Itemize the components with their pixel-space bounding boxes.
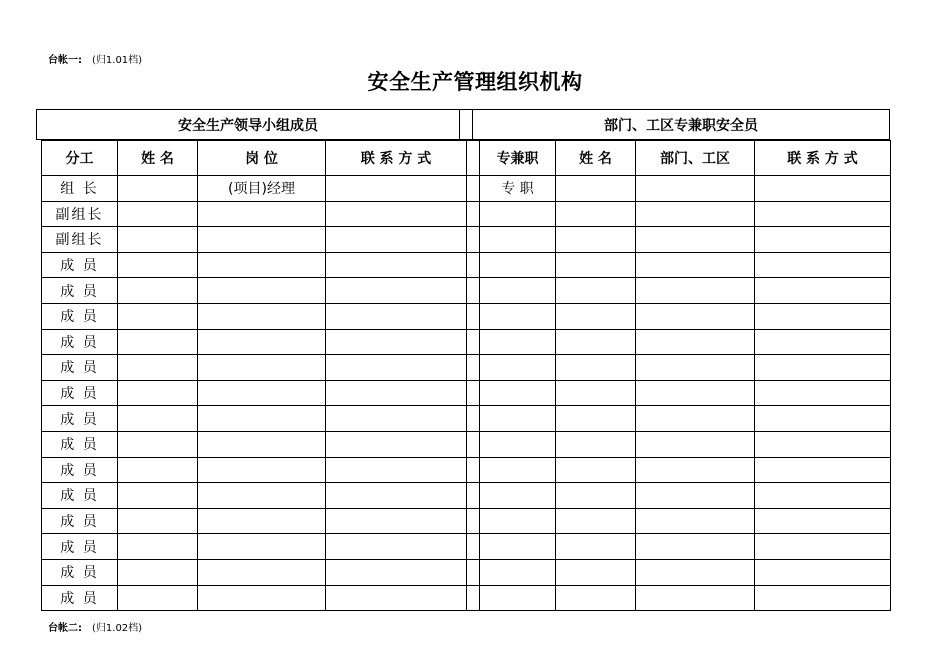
- cell-department: [636, 176, 755, 202]
- cell-gap: [467, 227, 480, 253]
- cell-division: 成 员: [42, 508, 118, 534]
- cell-contact: [326, 329, 467, 355]
- cell-officer-name: [556, 329, 636, 355]
- cell-department: [636, 278, 755, 304]
- cell-name: [118, 534, 198, 560]
- cell-officer-name: [556, 201, 636, 227]
- table-row: [42, 585, 891, 611]
- cell-post: [198, 457, 326, 483]
- cell-officer-name: [556, 303, 636, 329]
- col-header-contact: 联 系 方 式: [326, 141, 467, 176]
- cell-fulltime-parttime: [480, 559, 556, 585]
- cell-gap: [467, 585, 480, 611]
- cell-post: [198, 559, 326, 585]
- cell-contact: [326, 483, 467, 509]
- cell-name: [118, 380, 198, 406]
- cell-fulltime-parttime: [480, 406, 556, 432]
- cell-gap: [467, 303, 480, 329]
- cell-gap: [467, 559, 480, 585]
- cell-officer-name: [556, 380, 636, 406]
- cell-officer-contact: [755, 406, 891, 432]
- cell-department: [636, 252, 755, 278]
- cell-department: [636, 534, 755, 560]
- table-row: [42, 559, 891, 585]
- cell-officer-contact: [755, 329, 891, 355]
- col-header-division: 分工: [42, 141, 118, 176]
- cell-contact: [326, 559, 467, 585]
- cell-contact: [326, 303, 467, 329]
- cell-department: [636, 585, 755, 611]
- cell-contact: [326, 355, 467, 381]
- cell-officer-contact: [755, 380, 891, 406]
- cell-department: [636, 329, 755, 355]
- cell-gap: [467, 201, 480, 227]
- cell-fulltime-parttime: [480, 431, 556, 457]
- cell-name: [118, 559, 198, 585]
- table-header-row: [42, 141, 891, 176]
- cell-post: [198, 585, 326, 611]
- cell-gap: [467, 457, 480, 483]
- cell-fulltime-parttime: 专 职: [480, 176, 556, 202]
- col-header-name: 姓 名: [118, 141, 198, 176]
- ledger-archive-note: (归1.02档): [92, 623, 143, 634]
- cell-division: 成 员: [42, 406, 118, 432]
- cell-contact: [326, 406, 467, 432]
- cell-division: 成 员: [42, 431, 118, 457]
- cell-officer-name: [556, 278, 636, 304]
- cell-post: [198, 355, 326, 381]
- cell-department: [636, 303, 755, 329]
- page-title: 安全生产管理组织机构: [367, 70, 583, 94]
- cell-contact: [326, 278, 467, 304]
- col-header-fulltime-parttime: 专兼职: [480, 141, 556, 176]
- table-row: [42, 201, 891, 227]
- cell-department: [636, 380, 755, 406]
- cell-officer-name: [556, 227, 636, 253]
- cell-division: 成 员: [42, 303, 118, 329]
- cell-division: 成 员: [42, 534, 118, 560]
- cell-post: [198, 252, 326, 278]
- cell-fulltime-parttime: [480, 227, 556, 253]
- cell-division: 成 员: [42, 483, 118, 509]
- cell-name: [118, 508, 198, 534]
- cell-fulltime-parttime: [480, 303, 556, 329]
- cell-officer-contact: [755, 585, 891, 611]
- cell-name: [118, 227, 198, 253]
- cell-contact: [326, 585, 467, 611]
- cell-name: [118, 176, 198, 202]
- cell-division: 副组长: [42, 201, 118, 227]
- cell-division: 成 员: [42, 380, 118, 406]
- cell-name: [118, 355, 198, 381]
- cell-officer-contact: [755, 201, 891, 227]
- table-row: [42, 176, 891, 202]
- cell-name: [118, 278, 198, 304]
- cell-gap: [467, 329, 480, 355]
- col-header-department: 部门、工区: [636, 141, 755, 176]
- ledger-label: 台帐一:: [48, 55, 82, 66]
- header-divider: [459, 109, 473, 140]
- cell-name: [118, 431, 198, 457]
- cell-contact: [326, 227, 467, 253]
- cell-officer-name: [556, 406, 636, 432]
- ledger-header-bottom: [48, 619, 142, 634]
- cell-officer-name: [556, 252, 636, 278]
- cell-post: [198, 483, 326, 509]
- cell-officer-contact: [755, 559, 891, 585]
- cell-department: [636, 559, 755, 585]
- table-row: [42, 278, 891, 304]
- cell-gap: [467, 431, 480, 457]
- cell-contact: [326, 201, 467, 227]
- cell-division: 成 员: [42, 329, 118, 355]
- cell-name: [118, 406, 198, 432]
- cell-division: 成 员: [42, 355, 118, 381]
- cell-gap: [467, 508, 480, 534]
- table-row: [42, 406, 891, 432]
- table-row: [42, 380, 891, 406]
- col-header-officer-contact: 联 系 方 式: [755, 141, 891, 176]
- cell-division: 副组长: [42, 227, 118, 253]
- cell-fulltime-parttime: [480, 278, 556, 304]
- cell-name: [118, 252, 198, 278]
- cell-gap: [467, 252, 480, 278]
- cell-officer-contact: [755, 176, 891, 202]
- cell-post: [198, 201, 326, 227]
- cell-name: [118, 585, 198, 611]
- cell-department: [636, 201, 755, 227]
- cell-post: [198, 329, 326, 355]
- cell-officer-name: [556, 585, 636, 611]
- cell-officer-contact: [755, 534, 891, 560]
- cell-officer-name: [556, 559, 636, 585]
- cell-name: [118, 201, 198, 227]
- cell-post: [198, 278, 326, 304]
- cell-contact: [326, 457, 467, 483]
- table-row: [42, 303, 891, 329]
- col-gap: [467, 141, 480, 176]
- table-row: [42, 355, 891, 381]
- cell-gap: [467, 406, 480, 432]
- cell-fulltime-parttime: [480, 355, 556, 381]
- cell-officer-name: [556, 457, 636, 483]
- cell-contact: [326, 508, 467, 534]
- cell-department: [636, 406, 755, 432]
- cell-fulltime-parttime: [480, 380, 556, 406]
- cell-post: [198, 508, 326, 534]
- ledger-label: 台帐二:: [48, 623, 82, 634]
- cell-division: 成 员: [42, 585, 118, 611]
- cell-officer-name: [556, 431, 636, 457]
- ledger-header-top: [48, 51, 142, 66]
- cell-officer-contact: [755, 431, 891, 457]
- cell-officer-contact: [755, 508, 891, 534]
- cell-department: [636, 431, 755, 457]
- cell-contact: [326, 252, 467, 278]
- cell-gap: [467, 534, 480, 560]
- table-row: [42, 508, 891, 534]
- cell-post: [198, 534, 326, 560]
- cell-name: [118, 483, 198, 509]
- safety-officer-header: 部门、工区专兼职安全员: [472, 109, 890, 140]
- cell-post: [198, 431, 326, 457]
- cell-contact: [326, 431, 467, 457]
- table-row: [42, 227, 891, 253]
- cell-gap: [467, 176, 480, 202]
- cell-contact: [326, 380, 467, 406]
- cell-post: [198, 380, 326, 406]
- cell-post: [198, 303, 326, 329]
- cell-fulltime-parttime: [480, 252, 556, 278]
- cell-name: [118, 329, 198, 355]
- cell-officer-contact: [755, 355, 891, 381]
- cell-officer-contact: [755, 303, 891, 329]
- cell-contact: [326, 534, 467, 560]
- cell-officer-name: [556, 534, 636, 560]
- cell-officer-name: [556, 176, 636, 202]
- cell-officer-contact: [755, 227, 891, 253]
- col-header-officer-name: 姓 名: [556, 141, 636, 176]
- cell-department: [636, 508, 755, 534]
- cell-fulltime-parttime: [480, 508, 556, 534]
- cell-fulltime-parttime: [480, 201, 556, 227]
- cell-officer-name: [556, 355, 636, 381]
- col-header-post: 岗 位: [198, 141, 326, 176]
- cell-gap: [467, 483, 480, 509]
- cell-post: (项目)经理: [198, 176, 326, 202]
- ledger-archive-note: (归1.01档): [92, 55, 143, 66]
- cell-department: [636, 355, 755, 381]
- table-row: [42, 431, 891, 457]
- cell-fulltime-parttime: [480, 329, 556, 355]
- cell-contact: [326, 176, 467, 202]
- cell-department: [636, 483, 755, 509]
- cell-post: [198, 227, 326, 253]
- cell-department: [636, 457, 755, 483]
- cell-fulltime-parttime: [480, 585, 556, 611]
- cell-department: [636, 227, 755, 253]
- cell-fulltime-parttime: [480, 534, 556, 560]
- cell-division: 成 员: [42, 559, 118, 585]
- cell-fulltime-parttime: [480, 483, 556, 509]
- cell-name: [118, 303, 198, 329]
- table-row: [42, 252, 891, 278]
- cell-officer-contact: [755, 457, 891, 483]
- cell-division: 组 长: [42, 176, 118, 202]
- cell-officer-contact: [755, 252, 891, 278]
- cell-gap: [467, 380, 480, 406]
- cell-fulltime-parttime: [480, 457, 556, 483]
- cell-gap: [467, 278, 480, 304]
- cell-officer-contact: [755, 278, 891, 304]
- cell-officer-name: [556, 483, 636, 509]
- organization-table: [41, 140, 891, 611]
- cell-name: [118, 457, 198, 483]
- cell-post: [198, 406, 326, 432]
- table-row: [42, 483, 891, 509]
- table-row: [42, 329, 891, 355]
- cell-officer-contact: [755, 483, 891, 509]
- cell-division: 成 员: [42, 278, 118, 304]
- cell-division: 成 员: [42, 457, 118, 483]
- table-row: [42, 534, 891, 560]
- table-row: [42, 457, 891, 483]
- cell-division: 成 员: [42, 252, 118, 278]
- cell-gap: [467, 355, 480, 381]
- cell-officer-name: [556, 508, 636, 534]
- leadership-group-header: 安全生产领导小组成员: [36, 109, 460, 140]
